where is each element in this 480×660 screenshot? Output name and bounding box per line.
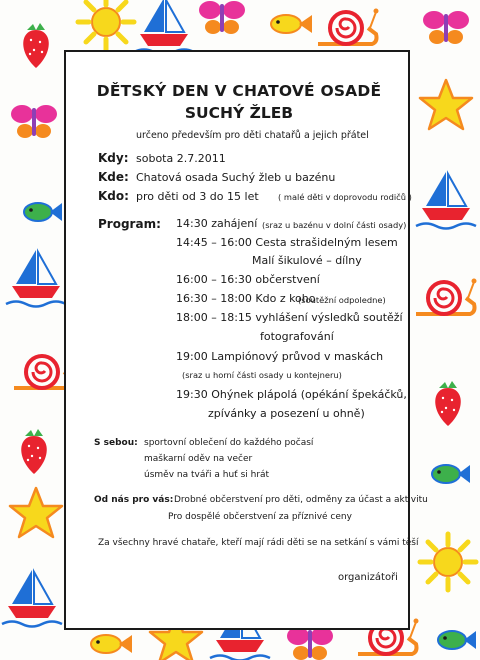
invitation-frame bbox=[64, 50, 428, 630]
strawberry-icon bbox=[23, 23, 49, 68]
poster-subtitle: určeno především pro děti chatařů a jejich přátel bbox=[136, 130, 369, 141]
snail-icon bbox=[416, 279, 477, 315]
program-item: 19:30 Ohýnek plápolá (opékání špekáčků, bbox=[176, 388, 407, 401]
fish-icon bbox=[438, 631, 476, 649]
sailboat-icon bbox=[134, 0, 194, 55]
who-value: pro děti od 3 do 15 let bbox=[136, 190, 259, 203]
fish-icon bbox=[24, 203, 62, 221]
program-item: zpívánky a posezení u ohně) bbox=[208, 407, 365, 420]
star-icon bbox=[420, 80, 472, 129]
program-item: 14:30 zahájení bbox=[176, 217, 258, 230]
bring-item: úsměv na tváři a huť si hrát bbox=[144, 470, 270, 480]
where-label: Kde: bbox=[98, 170, 129, 184]
program-item: 16:00 – 16:30 občerstvení bbox=[176, 273, 320, 286]
program-item: 19:00 Lampiónový průvod v maskách bbox=[176, 350, 384, 363]
program-item-note: (sraz u bazénu v dolní části osady) bbox=[262, 220, 407, 230]
who-label: Kdo: bbox=[98, 189, 129, 203]
butterfly-icon bbox=[11, 105, 57, 138]
program-item-note: (soutěžní odpoledne) bbox=[298, 295, 386, 305]
offer-label: Od nás pro vás: bbox=[94, 495, 174, 505]
bring-item: sportovní oblečení do každého počasí bbox=[144, 438, 314, 448]
butterfly-icon bbox=[423, 11, 469, 44]
strawberry-icon bbox=[21, 429, 47, 474]
star-icon bbox=[10, 488, 62, 537]
butterfly-icon bbox=[199, 1, 245, 34]
signature: organizátoři bbox=[338, 572, 398, 583]
sailboat-icon bbox=[416, 172, 476, 229]
fish-icon bbox=[271, 15, 312, 33]
program-item: Malí šikulové – dílny bbox=[252, 254, 362, 267]
program-item: fotografování bbox=[260, 330, 334, 343]
bring-item: maškarní oděv na večer bbox=[144, 454, 253, 464]
who-note: ( malé děti v doprovodu rodičů ) bbox=[278, 192, 412, 202]
program-item-note: (sraz u horní části osady u kontejneru) bbox=[182, 370, 342, 380]
sun-icon bbox=[420, 534, 476, 590]
when-value: sobota 2.7.2011 bbox=[136, 152, 226, 165]
program-item: 14:45 – 16:00 Cesta strašidelným lesem bbox=[176, 236, 398, 249]
fish-icon bbox=[91, 635, 132, 653]
snail-icon bbox=[318, 9, 379, 45]
butterfly-icon bbox=[287, 627, 333, 660]
offer-line: Pro dospělé občerstvení za příznivé ceny bbox=[168, 512, 352, 522]
poster-title-line-2: SUCHÝ ŽLEB bbox=[184, 104, 294, 122]
when-label: Kdy: bbox=[98, 151, 129, 165]
fish-icon bbox=[432, 465, 470, 483]
sailboat-icon bbox=[2, 570, 62, 627]
poster-title-line-1: DĚTSKÝ DEN V CHATOVÉ OSADĚ bbox=[96, 82, 382, 100]
where-value: Chatová osada Suchý žleb u bazénu bbox=[136, 171, 336, 184]
program-item: 18:00 – 18:15 vyhlášení výsledků soutěží bbox=[176, 311, 403, 324]
sun-icon bbox=[78, 0, 134, 50]
sailboat-icon bbox=[6, 250, 66, 307]
closing-text: Za všechny hravé chataře, kteří mají rádi děti se na setkání s vámi těší bbox=[98, 538, 419, 548]
strawberry-icon bbox=[435, 381, 461, 426]
program-item: 16:30 – 18:00 Kdo z koho bbox=[176, 292, 316, 305]
offer-line: Drobné občerstvení pro děti, odměny za účast a aktivitu bbox=[174, 495, 428, 505]
bring-label: S sebou: bbox=[94, 438, 138, 448]
program-label: Program: bbox=[98, 217, 161, 231]
